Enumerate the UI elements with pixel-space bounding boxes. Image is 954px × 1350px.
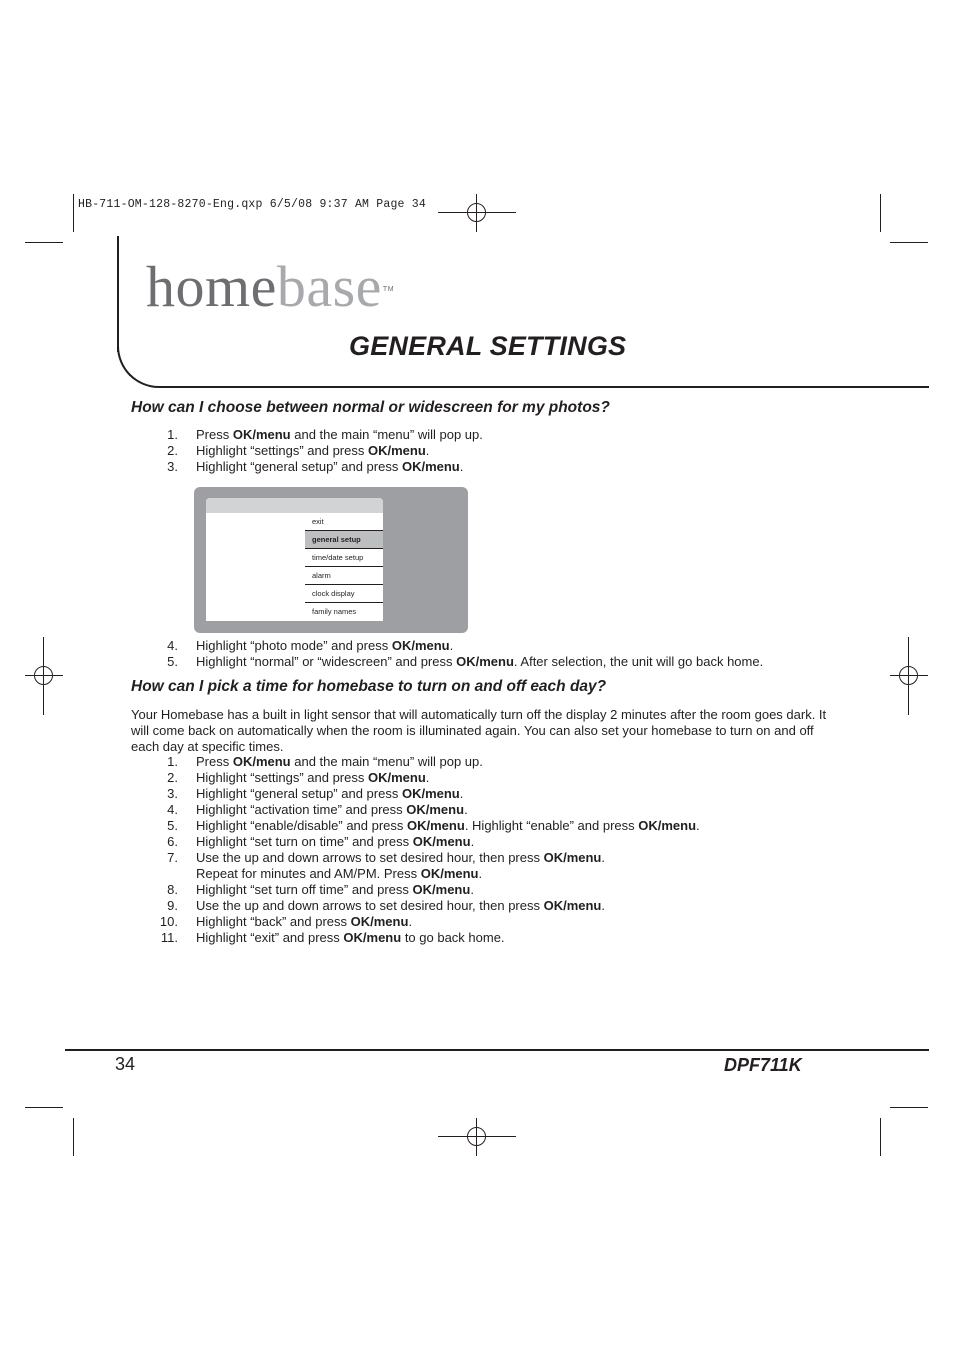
crop-mark	[880, 194, 881, 232]
page-title: GENERAL SETTINGS	[349, 331, 627, 361]
header-rule-curve	[117, 346, 161, 388]
menu-item-clock-display[interactable]: clock display	[305, 585, 383, 603]
list-item: 4. Highlight “activation time” and press OK/menu.	[167, 802, 468, 817]
menu-item-general-setup[interactable]: general setup	[305, 531, 383, 549]
steps-list	[150, 638, 763, 670]
list-item: 1. Press OK/menu and the main “menu” will pop up.	[167, 754, 483, 769]
registration-mark-icon	[438, 194, 516, 232]
list-item: 8. Highlight “set turn off time” and press OK/menu.	[167, 882, 474, 897]
intro-paragraph: Your Homebase has a built in light sensor that will automatically turn off the display 2 minutes after the room goes dark. It will come back on automatically when the room is illuminated again. You can also set your homebase to turn on and off each day at specific times.	[131, 707, 827, 754]
homebase-logo	[146, 254, 395, 319]
list-item: 1. Press OK/menu and the main “menu” will pop up.	[167, 427, 483, 442]
crop-mark	[73, 1118, 74, 1156]
section-heading: How can I pick a time for homebase to turn on and off each day?	[131, 678, 607, 695]
logo-trademark: TM	[382, 286, 395, 293]
menu-item-family-names[interactable]: family names	[312, 607, 357, 616]
footer-rule	[65, 1049, 929, 1051]
logo-home: home	[146, 254, 277, 319]
list-item: 5. Highlight “normal” or “widescreen” and press OK/menu. After selection, the unit will go back home.	[167, 654, 764, 669]
print-slug-line: HB-711-OM-128-8270-Eng.qxp 6/5/08 9:37 AM Page 34	[78, 198, 426, 211]
model-number: DPF711K	[724, 1055, 802, 1075]
menu-item-time-date-setup[interactable]: time/date setup	[305, 549, 383, 567]
steps-list	[150, 754, 700, 946]
menu-item-alarm[interactable]: alarm	[305, 567, 383, 585]
list-item: 10. Highlight “back” and press OK/menu.	[159, 914, 413, 929]
list-item: 2. Highlight “settings” and press OK/menu.	[167, 443, 430, 458]
header-rule	[117, 236, 119, 352]
list-item: 5. Highlight “enable/disable” and press OK/menu. Highlight “enable” and press OK/menu.	[167, 818, 700, 833]
list-item: 11. Highlight “exit” and press OK/menu to go back home.	[160, 930, 505, 945]
registration-mark-icon	[438, 1118, 516, 1156]
section-heading: How can I choose between normal or widescreen for my photos?	[131, 399, 610, 416]
crop-mark	[890, 242, 928, 243]
device-screen-illustration	[194, 487, 468, 633]
menu-item-exit[interactable]: exit	[305, 513, 383, 531]
list-item: 4. Highlight “photo mode” and press OK/menu.	[167, 638, 454, 653]
crop-mark	[73, 194, 74, 232]
screen-display	[206, 498, 383, 621]
list-item: 7. Use the up and down arrows to set desired hour, then press OK/menu. Repeat for minutes and AM/PM. Press OK/menu.	[167, 850, 606, 881]
list-item: 6. Highlight “set turn on time” and press OK/menu.	[167, 834, 475, 849]
list-item: 3. Highlight “general setup” and press OK/menu.	[167, 459, 464, 474]
list-item: 3. Highlight “general setup” and press OK/menu.	[167, 786, 464, 801]
header-rule	[160, 386, 929, 388]
settings-menu	[305, 513, 383, 620]
list-item: 9. Use the up and down arrows to set desired hour, then press OK/menu.	[167, 898, 606, 913]
registration-mark-icon	[890, 637, 928, 715]
screen-title-bar	[206, 498, 383, 513]
page-number: 34	[115, 1054, 136, 1074]
steps-list	[150, 427, 483, 475]
crop-mark	[25, 1107, 63, 1108]
crop-mark	[890, 1107, 928, 1108]
logo-base: base	[276, 254, 382, 319]
list-item: 2. Highlight “settings” and press OK/menu.	[167, 770, 430, 785]
crop-mark	[880, 1118, 881, 1156]
crop-mark	[25, 242, 63, 243]
registration-mark-icon	[25, 637, 63, 715]
